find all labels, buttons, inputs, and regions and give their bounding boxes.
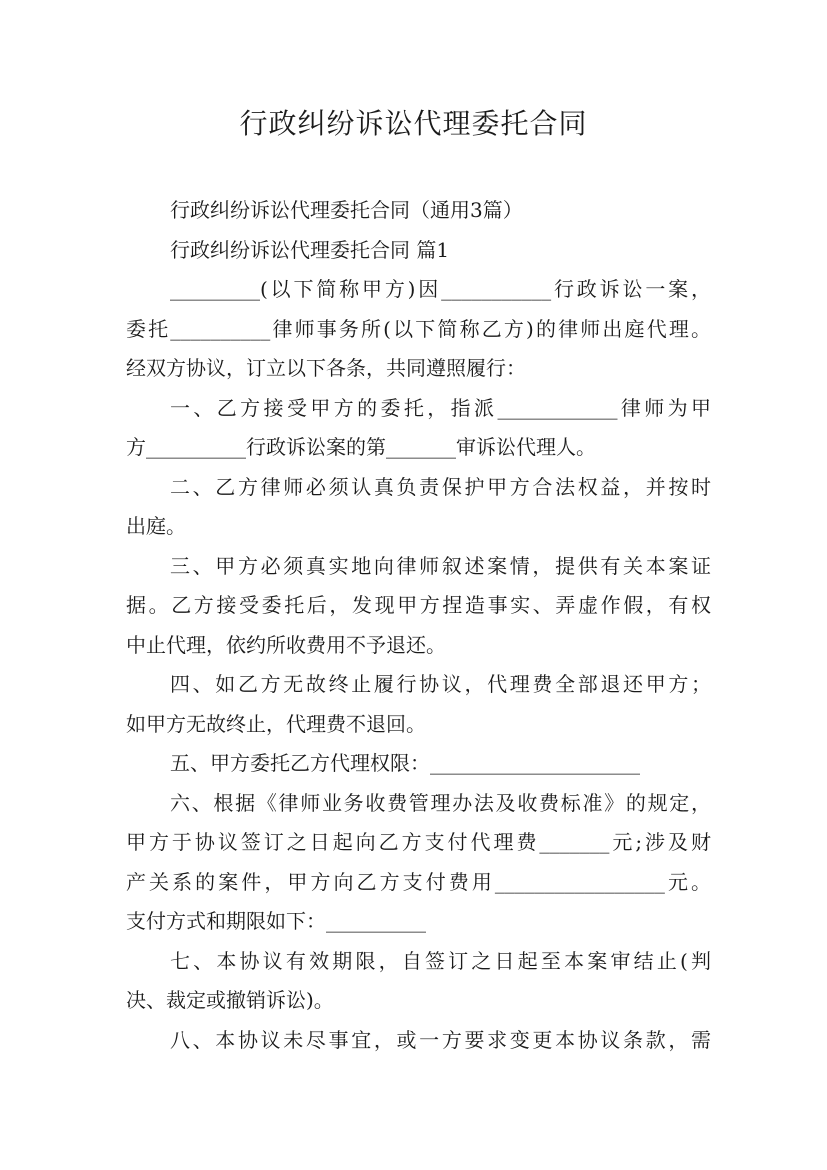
clause-1-line: 一、乙方接受甲方的委托，指派____________律师为甲 — [170, 395, 711, 420]
clause-7-line: 七、本协议有效期限，自签订之日起至本案审结止(判 — [170, 948, 711, 973]
clause-6-line: 支付方式和期限如下：__________ — [126, 909, 426, 933]
clause-3-line: 据。乙方接受委托后，发现甲方捏造事实、弄虚作假，有权 — [126, 593, 711, 617]
clause-5-line: 五、甲方委托乙方代理权限：_____________________ — [170, 751, 640, 775]
document-body — [126, 191, 711, 1060]
clause-3-line: 中止代理，依约所收费用不予退还。 — [126, 632, 446, 657]
section-heading: 行政纠纷诉讼代理委托合同 篇1 — [170, 237, 450, 262]
paragraph-line: 经双方协议，订立以下各条，共同遵照履行： — [126, 356, 526, 380]
clause-2-line: 出庭。 — [126, 514, 186, 538]
clause-8-line: 八、本协议未尽事宜，或一方要求变更本协议条款，需 — [170, 1027, 711, 1052]
subtitle-line: 行政纠纷诉讼代理委托合同（通用3篇） — [170, 198, 523, 222]
clause-4-line: 如甲方无故终止，代理费不退回。 — [126, 711, 426, 736]
clause-6-line: 产关系的案件，甲方向乙方支付费用_________________元。 — [126, 869, 711, 894]
clause-4-line: 四、如乙方无故终止履行协议，代理费全部退还甲方； — [170, 672, 711, 696]
paragraph-line: _________(以下简称甲方)因___________行政诉讼一案， — [170, 277, 711, 301]
clause-1-line: 方__________行政诉讼案的第_______审诉讼代理人。 — [126, 435, 596, 459]
clause-3-line: 三、甲方必须真实地向律师叙述案情，提供有关本案证 — [170, 553, 711, 578]
clause-6-line: 甲方于协议签订之日起向乙方支付代理费_______元;涉及财 — [126, 830, 711, 854]
document-title: 行政纠纷诉讼代理委托合同 — [239, 107, 588, 140]
paragraph-line: 委托__________律师事务所(以下简称乙方)的律师出庭代理。 — [126, 316, 711, 341]
clause-6-line: 六、根据《律师业务收费管理办法及收费标准》的规定， — [170, 790, 711, 815]
clause-2-line: 二、乙方律师必须认真负责保护甲方合法权益，并按时 — [170, 474, 711, 499]
clause-7-line: 决、裁定或撤销诉讼)。 — [126, 988, 334, 1012]
